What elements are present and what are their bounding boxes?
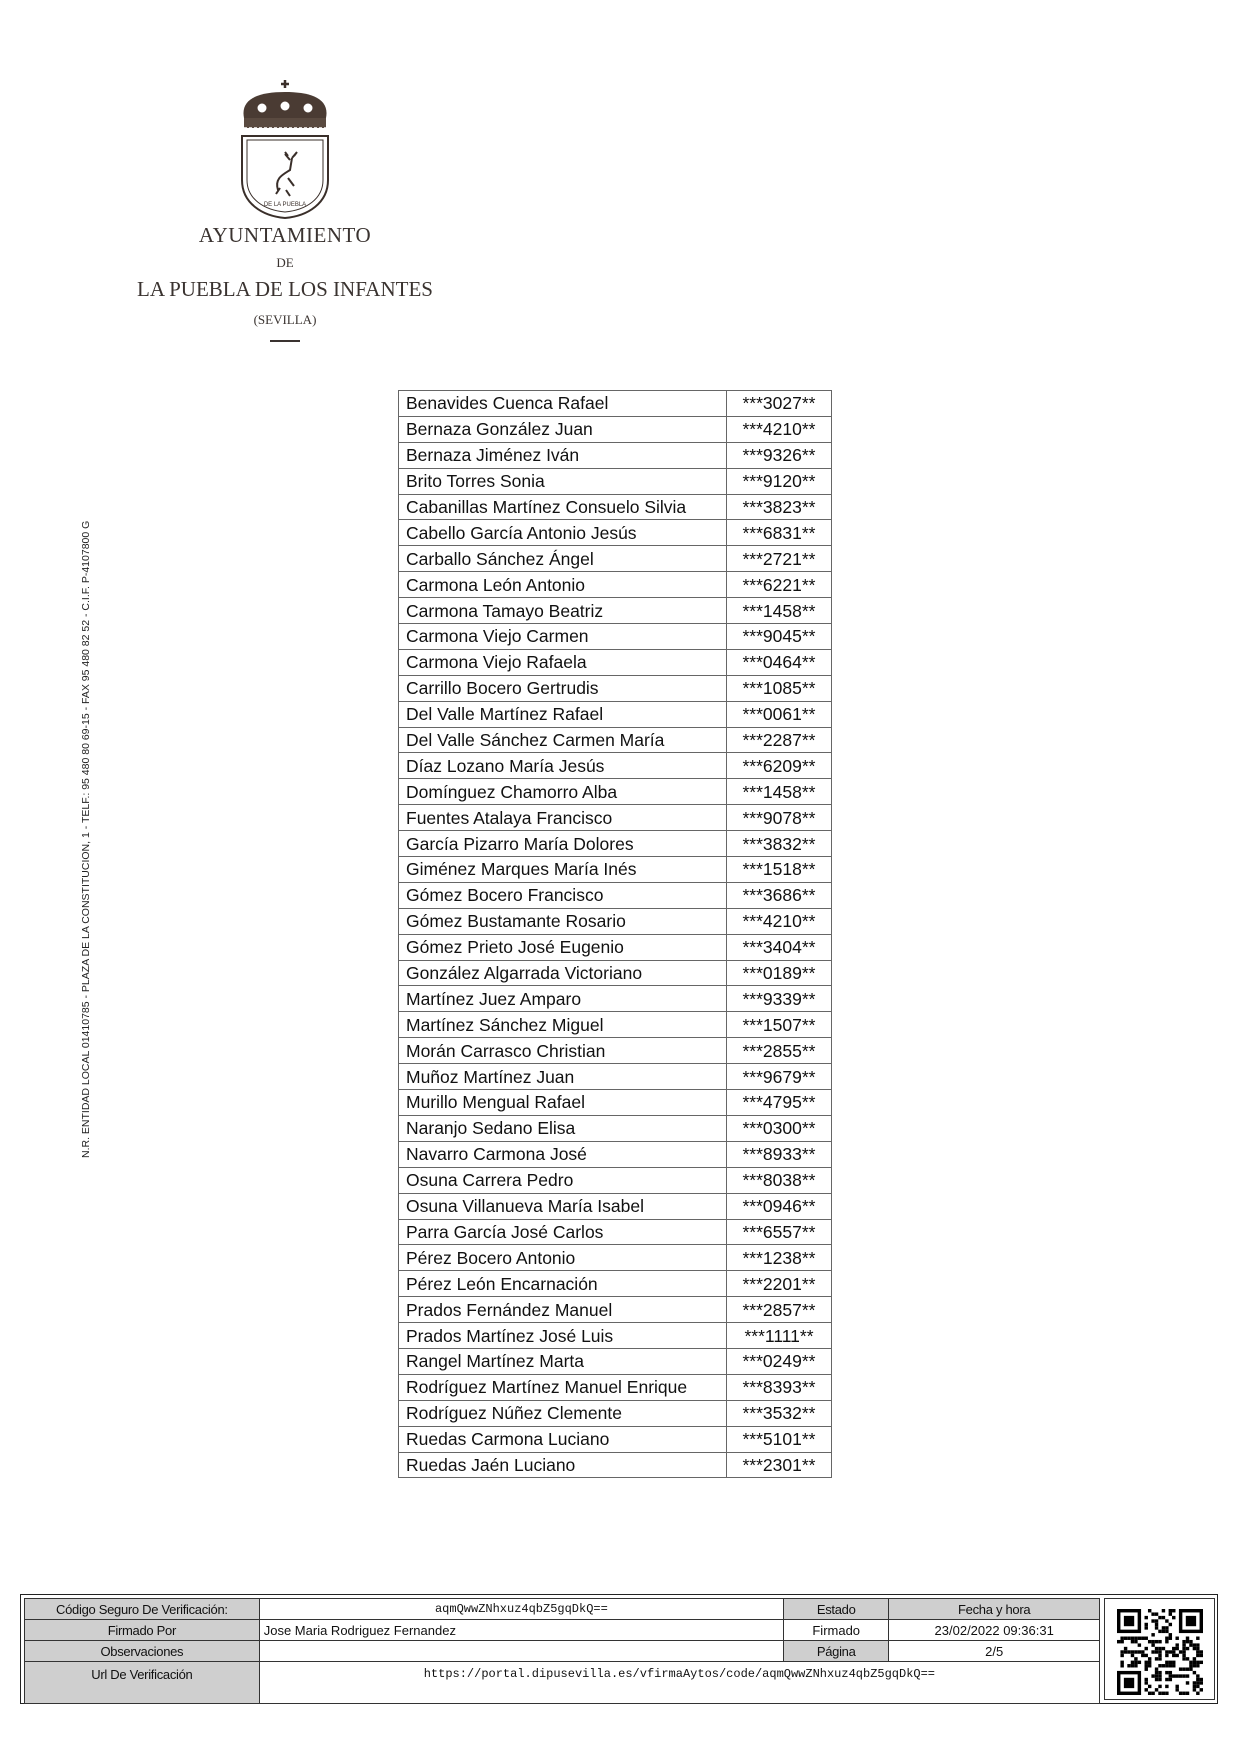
masked-id: ***2301**: [727, 1452, 832, 1478]
table-row: [399, 572, 832, 598]
masked-id: ***1518**: [727, 857, 832, 883]
person-name: Parra García José Carlos: [399, 1219, 727, 1245]
table-row: [399, 1167, 832, 1193]
person-name: Carmona León Antonio: [399, 572, 727, 598]
person-name: Gómez Bocero Francisco: [399, 882, 727, 908]
masked-id: ***1458**: [727, 598, 832, 624]
pagina-value: 2/5: [889, 1641, 1100, 1662]
table-row: [399, 831, 832, 857]
masked-id: ***9339**: [727, 986, 832, 1012]
estado-label: Estado: [784, 1599, 889, 1620]
svg-text:DE LA PUEBLA: DE LA PUEBLA: [263, 202, 307, 208]
person-name: Murillo Mengual Rafael: [399, 1090, 727, 1116]
person-name: Ruedas Jaén Luciano: [399, 1452, 727, 1478]
person-name: Pérez Bocero Antonio: [399, 1245, 727, 1271]
person-name: Giménez Marques María Inés: [399, 857, 727, 883]
masked-id: ***0464**: [727, 649, 832, 675]
masked-id: ***1111**: [727, 1323, 832, 1349]
person-name: Rodríguez Martínez Manuel Enrique: [399, 1374, 727, 1400]
person-name: Del Valle Sánchez Carmen María: [399, 727, 727, 753]
letterhead-rule: [270, 340, 300, 342]
masked-id: ***9045**: [727, 624, 832, 650]
table-row: [399, 908, 832, 934]
table-row: [399, 1323, 832, 1349]
person-name: Bernaza Jiménez Iván: [399, 442, 727, 468]
table-row: [399, 1400, 832, 1426]
table-row: [399, 1271, 832, 1297]
letterhead-line-town: LA PUEBLA DE LOS INFANTES: [137, 277, 433, 301]
firmado-value: Jose Maria Rodriguez Fernandez: [259, 1620, 783, 1641]
qr-code-icon: [1117, 1609, 1203, 1695]
person-name: Carmona Viejo Carmen: [399, 624, 727, 650]
person-name: Naranjo Sedano Elisa: [399, 1115, 727, 1141]
person-name: Carballo Sánchez Ángel: [399, 546, 727, 572]
letterhead-line-de: DE: [276, 255, 294, 270]
masked-id: ***9078**: [727, 805, 832, 831]
letterhead: [110, 222, 460, 342]
letterhead-line-province: (SEVILLA): [253, 312, 317, 327]
table-row: [399, 624, 832, 650]
fecha-label: Fecha y hora: [889, 1599, 1100, 1620]
masked-id: ***1085**: [727, 675, 832, 701]
person-name: Benavides Cuenca Rafael: [399, 391, 727, 417]
qr-code-box: [1104, 1598, 1215, 1700]
person-name: Bernaza González Juan: [399, 416, 727, 442]
table-row: [399, 1141, 832, 1167]
estado-value: Firmado: [784, 1620, 889, 1641]
csv-label: Código Seguro De Verificación:: [25, 1599, 260, 1620]
masked-id: ***5101**: [727, 1426, 832, 1452]
masked-id: ***2201**: [727, 1271, 832, 1297]
letterhead-line-ayuntamiento: AYUNTAMIENTO: [198, 223, 372, 247]
table-row: [399, 442, 832, 468]
pagina-label: Página: [784, 1641, 889, 1662]
masked-id: ***2287**: [727, 727, 832, 753]
table-row: [399, 1374, 832, 1400]
person-name: Gómez Prieto José Eugenio: [399, 934, 727, 960]
table-row: [399, 857, 832, 883]
masked-id: ***2721**: [727, 546, 832, 572]
person-name: Fuentes Atalaya Francisco: [399, 805, 727, 831]
person-name: Carmona Viejo Rafaela: [399, 649, 727, 675]
table-row: [399, 727, 832, 753]
firmado-label: Firmado Por: [25, 1620, 260, 1641]
table-row: [399, 649, 832, 675]
masked-id: ***3832**: [727, 831, 832, 857]
table-row: [399, 1115, 832, 1141]
observaciones-label: Observaciones: [25, 1641, 260, 1662]
masked-id: ***8393**: [727, 1374, 832, 1400]
masked-id: ***3404**: [727, 934, 832, 960]
masked-id: ***1238**: [727, 1245, 832, 1271]
person-name: Gómez Bustamante Rosario: [399, 908, 727, 934]
person-name: González Algarrada Victoriano: [399, 960, 727, 986]
masked-id: ***9120**: [727, 468, 832, 494]
person-name: Morán Carrasco Christian: [399, 1038, 727, 1064]
person-name: Carrillo Bocero Gertrudis: [399, 675, 727, 701]
person-name: Cabanillas Martínez Consuelo Silvia: [399, 494, 727, 520]
person-name: Muñoz Martínez Juan: [399, 1064, 727, 1090]
masked-id: ***0061**: [727, 701, 832, 727]
table-row: [399, 701, 832, 727]
verification-url-link[interactable]: https://portal.dipusevilla.es/vfirmaAytos/code/aqmQwwZNhxuz4qbZ5gqDkQ==: [259, 1662, 1099, 1704]
table-row: [399, 598, 832, 624]
person-name: Cabello García Antonio Jesús: [399, 520, 727, 546]
person-name: Osuna Carrera Pedro: [399, 1167, 727, 1193]
table-row: [399, 1090, 832, 1116]
masked-id: ***0946**: [727, 1193, 832, 1219]
table-row: [399, 1012, 832, 1038]
table-row: [399, 986, 832, 1012]
masked-id: ***3027**: [727, 391, 832, 417]
person-name: García Pizarro María Dolores: [399, 831, 727, 857]
masked-id: ***1458**: [727, 779, 832, 805]
table-row: [399, 805, 832, 831]
table-row: [399, 520, 832, 546]
table-row: [399, 675, 832, 701]
masked-id: ***3686**: [727, 882, 832, 908]
observaciones-value: [259, 1641, 783, 1662]
table-row: [399, 1064, 832, 1090]
person-name: Martínez Juez Amparo: [399, 986, 727, 1012]
side-address-text: N.R. ENTIDAD LOCAL 01410785 - PLAZA DE LA CONSTITUCION, 1 - TELF.: 95 480 80 69-15 - FAX 95 480 82 52 - C.I.F. P-4107800 G: [80, 520, 92, 1158]
municipal-crest-logo: [230, 78, 340, 223]
table-row: [399, 960, 832, 986]
person-name: Ruedas Carmona Luciano: [399, 1426, 727, 1452]
masked-id: ***0300**: [727, 1115, 832, 1141]
table-row: [399, 1297, 832, 1323]
masked-id: ***8038**: [727, 1167, 832, 1193]
masked-id: ***9679**: [727, 1064, 832, 1090]
person-name: Osuna Villanueva María Isabel: [399, 1193, 727, 1219]
table-row: [399, 1452, 832, 1478]
masked-id: ***6557**: [727, 1219, 832, 1245]
csv-value: aqmQwwZNhxuz4qbZ5gqDkQ==: [259, 1599, 783, 1620]
person-name: Rodríguez Núñez Clemente: [399, 1400, 727, 1426]
masked-id: ***2857**: [727, 1297, 832, 1323]
masked-id: ***6221**: [727, 572, 832, 598]
signature-table: [24, 1598, 1100, 1704]
fecha-value: 23/02/2022 09:36:31: [889, 1620, 1100, 1641]
masked-id: ***9326**: [727, 442, 832, 468]
person-name: Domínguez Chamorro Alba: [399, 779, 727, 805]
table-row: [399, 753, 832, 779]
table-row: [399, 1219, 832, 1245]
table-row: [399, 1038, 832, 1064]
table-row: [399, 882, 832, 908]
masked-id: ***6209**: [727, 753, 832, 779]
table-row: [399, 416, 832, 442]
table-row: [399, 934, 832, 960]
person-name: Martínez Sánchez Miguel: [399, 1012, 727, 1038]
person-name: Rangel Martínez Marta: [399, 1348, 727, 1374]
table-row: [399, 1245, 832, 1271]
person-name: Prados Martínez José Luis: [399, 1323, 727, 1349]
url-label: Url De Verificación: [25, 1662, 260, 1704]
person-name: Carmona Tamayo Beatriz: [399, 598, 727, 624]
table-row: [399, 1193, 832, 1219]
masked-id: ***4210**: [727, 908, 832, 934]
masked-id: ***3532**: [727, 1400, 832, 1426]
masked-id: ***1507**: [727, 1012, 832, 1038]
person-name: Navarro Carmona José: [399, 1141, 727, 1167]
table-row: [399, 1426, 832, 1452]
table-row: [399, 546, 832, 572]
table-row: [399, 468, 832, 494]
masked-id: ***4795**: [727, 1090, 832, 1116]
masked-id: ***8933**: [727, 1141, 832, 1167]
masked-id: ***6831**: [727, 520, 832, 546]
table-row: [399, 1348, 832, 1374]
person-name: Brito Torres Sonia: [399, 468, 727, 494]
table-row: [399, 494, 832, 520]
names-table: [398, 390, 832, 1478]
person-name: Díaz Lozano María Jesús: [399, 753, 727, 779]
person-name: Pérez León Encarnación: [399, 1271, 727, 1297]
table-row: [399, 391, 832, 417]
masked-id: ***0249**: [727, 1348, 832, 1374]
person-name: Prados Fernández Manuel: [399, 1297, 727, 1323]
table-row: [399, 779, 832, 805]
person-name: Del Valle Martínez Rafael: [399, 701, 727, 727]
masked-id: ***0189**: [727, 960, 832, 986]
masked-id: ***2855**: [727, 1038, 832, 1064]
signature-block: [20, 1594, 1218, 1704]
masked-id: ***4210**: [727, 416, 832, 442]
masked-id: ***3823**: [727, 494, 832, 520]
